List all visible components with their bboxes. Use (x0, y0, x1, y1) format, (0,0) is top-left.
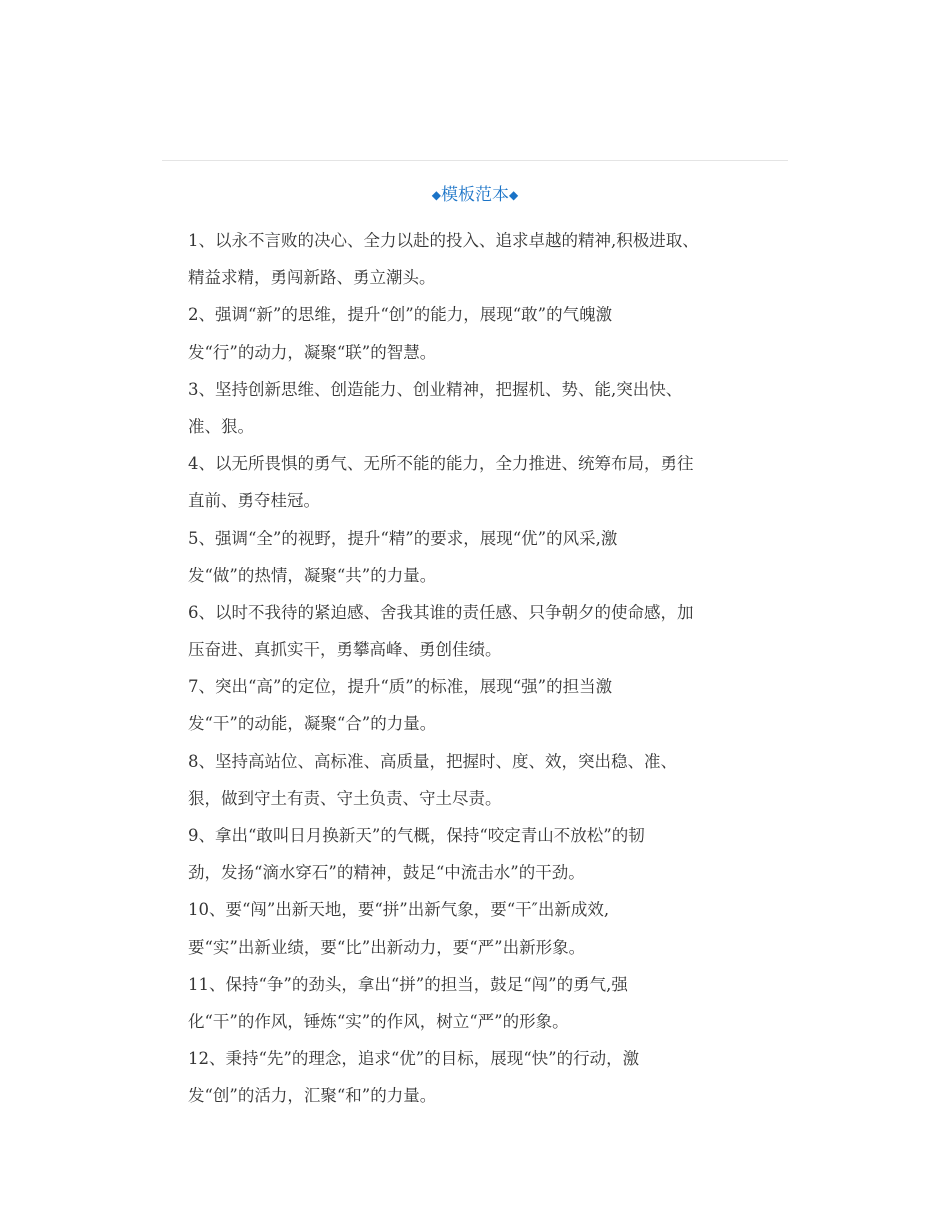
list-item-line: 准、狠。 (188, 416, 254, 436)
list-item-line: 12、秉持“先”的理念，追求“优”的目标，展现“快”的行动，激 (188, 1049, 640, 1069)
diamond-right-icon: ◆ (509, 188, 519, 202)
list-item (188, 1040, 758, 1114)
list-item-line: 2、强调“新”的思维，提升“创”的能力，展现“敢”的气魄激 (188, 305, 613, 325)
list-item-line: 直前、勇夺桂冠。 (188, 491, 320, 511)
diamond-left-icon: ◆ (431, 188, 441, 202)
list-item-line: 发“行”的动力，凝聚“联”的智慧。 (188, 342, 437, 362)
list-item-line: 9、拿出“敢叫日月换新天”的气概，保持“咬定青山不放松”的韧 (188, 826, 645, 845)
list-item-line: 5、强调“全”的视野，提升“精”的要求，展现“优”的风采,激 (188, 528, 618, 548)
page-title (162, 182, 788, 208)
header-divider (162, 160, 788, 161)
list-item-line: 6、以时不我待的紧迫感、舍我其谁的责任感、只争朝夕的使命感，加 (188, 602, 694, 622)
list-item-line: 化“干”的作风，锤炼“实”的作风，树立“严”的形象。 (188, 1011, 569, 1031)
list-item (188, 296, 758, 370)
list-item-line: 3、坚持创新思维、创造能力、创业精神，把握机、势、能,突出快、 (188, 379, 683, 399)
slogan-list (188, 222, 758, 1115)
list-item-line: 8、坚持高站位、高标准、高质量，把握时、度、效，突出稳、准、 (188, 751, 677, 771)
list-item (188, 668, 758, 742)
list-item (188, 743, 758, 817)
list-item-line: 要“实”出新业绩，要“比”出新动力，要“严”出新形象。 (188, 937, 586, 957)
list-item (188, 445, 758, 519)
list-item-line: 发“做”的热情，凝聚“共”的力量。 (188, 565, 437, 585)
list-item-line: 发“创”的活力，汇聚“和”的力量。 (188, 1086, 437, 1106)
list-item (188, 891, 758, 965)
list-item-line: 压奋进、真抓实干，勇攀高峰、勇创佳绩。 (188, 640, 502, 660)
page-title-text: 模板范本 (441, 185, 509, 205)
list-item-line: 11、保持“争”的劲头，拿出“拼”的担当，鼓足“闯”的勇气,强 (188, 974, 628, 994)
list-item (188, 594, 758, 668)
list-item (188, 222, 758, 296)
list-item-line: 发“干”的动能，凝聚“合”的力量。 (188, 714, 437, 734)
list-item-line: 10、要“闯”出新天地，要“拼”出新气象，要“干″出新成效, (188, 900, 610, 920)
list-item-line: 7、突出“高”的定位，提升“质”的标准，展现“强”的担当激 (188, 677, 613, 697)
list-item-line: 狠，做到守土有责、守土负责、守土尽责。 (188, 788, 502, 808)
list-item-line: 精益求精，勇闯新路、勇立潮头。 (188, 268, 436, 288)
list-item (188, 520, 758, 594)
list-item (188, 966, 758, 1040)
list-item (188, 817, 758, 891)
list-item-line: 1、以永不言败的决心、全力以赴的投入、追求卓越的精神,积极进取、 (188, 231, 699, 250)
list-item-line: 劲，发扬“滴水穿石”的精神，鼓足“中流击水”的干劲。 (188, 863, 585, 883)
list-item (188, 371, 758, 445)
list-item-line: 4、以无所畏惧的勇气、无所不能的能力，全力推进、统筹布局，勇往 (188, 454, 694, 474)
